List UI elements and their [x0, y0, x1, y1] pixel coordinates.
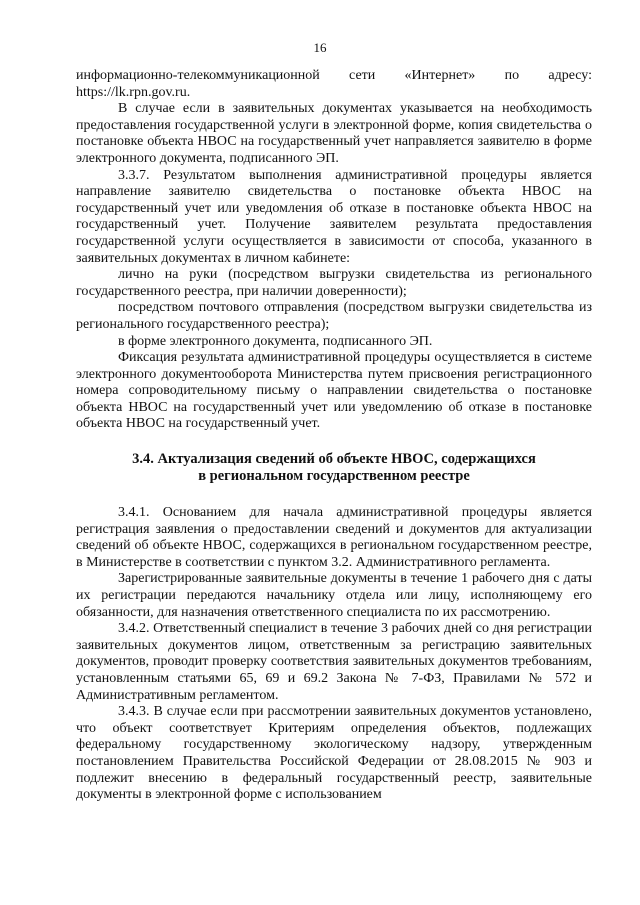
page-number: 16	[313, 40, 327, 55]
paragraph: информационно-телекоммуникационной сети «Интернет» по адресу: https://lk.rpn.gov.ru.	[76, 68, 592, 100]
section-heading-line: 3.4. Актуализация сведений об объекте НВОС, содержащихся	[132, 451, 536, 468]
list-item: посредством почтового отправления (посредством выгрузки свидетельства из регионального государственного реестра);	[76, 300, 592, 332]
paragraph: 3.3.7. Результатом выполнения административной процедуры является направление заявителю свидетельства о постановке объекта НВОС на государственный учет или уведомления об отказе в постановке объекта НВОС на государственный учет. Получение заявителем результата предоставления государственной услуги осуществляется в зависимости от способа, указанного в заявительных документах в личном кабинете:	[76, 167, 592, 266]
list-item: в форме электронного документа, подписанного ЭП.	[118, 333, 433, 349]
document-body	[76, 68, 592, 804]
paragraph: В случае если в заявительных документах указывается на необходимость предоставления государственной услуги в электронной форме, копия свидетельства о постановке объекта НВОС на государственный учет направляется заявителю в форме электронного документа, подписанного ЭП.	[76, 101, 592, 166]
paragraph: 3.4.1. Основанием для начала административной процедуры является регистрация заявления о предоставлении сведений и документов для актуализации сведений об объекте НВОС, содержащихся в региональном государственном реестре, в Министерстве в соответствии с пунктом 3.2. Административного регламента.	[76, 505, 592, 570]
paragraph: Фиксация результата административной процедуры осуществляется в системе электронного документооборота Министерства путем присвоения регистрационного номера сопроводительному письму о направлении свидетельства о постановке объекта НВОС на государственный учет или уведомлению об отказе в постановке объекта НВОС на государственный учет.	[76, 350, 592, 432]
paragraph: 3.4.2. Ответственный специалист в течение 3 рабочих дней со дня регистрации заявительных документов лицом, ответственным за регистрацию заявительных документов, проводит проверку соответствия заявительных документов требованиям, установленным статьями 65, 69 и 69.2 Закона № 7-ФЗ, Правилами № 572 и Административным регламентом.	[76, 621, 592, 703]
paragraph: Зарегистрированные заявительные документы в течение 1 рабочего дня с даты их регистрации передаются начальнику отдела или лицу, исполняющему его обязанности, для назначения ответственного специалиста по их рассмотрению.	[76, 571, 592, 620]
list-item: лично на руки (посредством выгрузки свидетельства из регионального государственного реестра, при наличии доверенности);	[76, 267, 592, 299]
paragraph: 3.4.3. В случае если при рассмотрении заявительных документов установлено, что объект соответствует Критериям определения объектов, подлежащих федеральному государственному экологическому надзору, утвержденным постановлением Правительства Российской Федерации от 28.08.2015 № 903 и подлежит внесению в федеральный государственный реестр, заявительные документы в электронной форме с использованием	[76, 704, 592, 803]
section-heading	[76, 451, 592, 485]
section-heading-line: в региональном государственном реестре	[198, 468, 470, 485]
